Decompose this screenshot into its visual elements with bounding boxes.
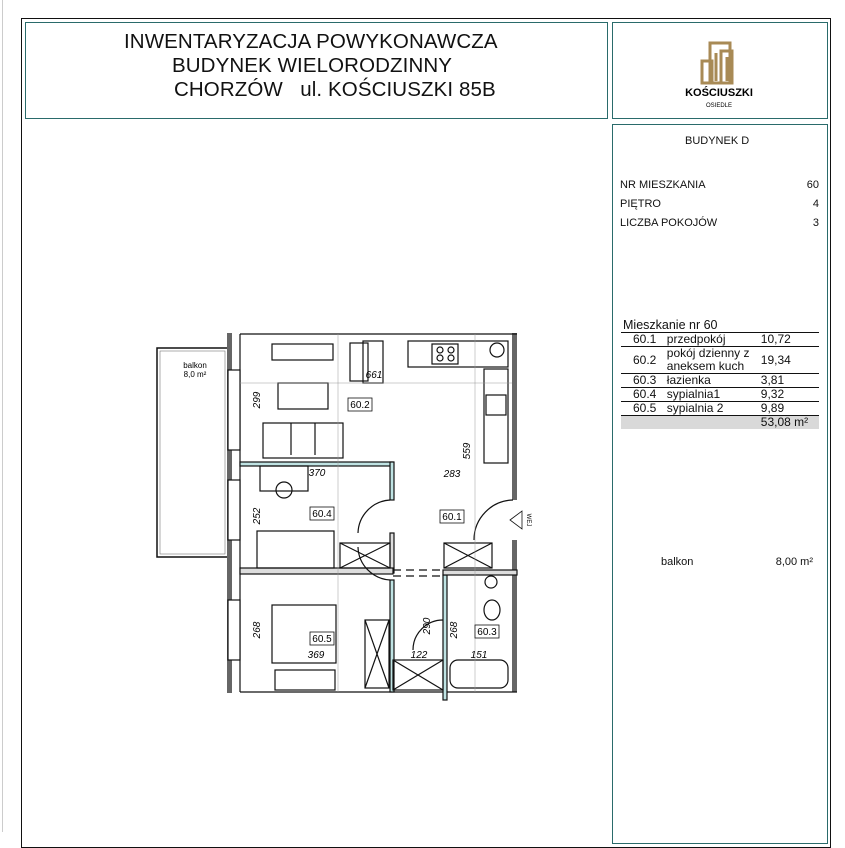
table-row: 60.5 sypialnia 2 9,89: [621, 402, 819, 416]
logo-buildings-icon: [613, 23, 826, 117]
entrance-arrow-icon: [510, 511, 522, 529]
room-label-60-3: 60.3: [477, 627, 497, 638]
balcony-plan-area: 8,0 m²: [183, 370, 207, 379]
info-value-rooms: 3: [812, 217, 819, 229]
dim-122: 122: [410, 650, 428, 661]
room-label-60-4: 60.4: [312, 509, 332, 520]
info-label-floor: PIĘTRO: [620, 198, 661, 210]
room-table-title: Mieszkanie nr 60: [621, 319, 819, 333]
dim-290: 290: [422, 617, 433, 635]
room-label-60-1: 60.1: [442, 512, 462, 523]
info-label-apartment: NR MIESZKANIA: [620, 179, 706, 191]
balcony-outline: [157, 348, 228, 557]
total-area: 53,08 m²: [759, 416, 819, 430]
entrance-label: WEJ: [525, 513, 531, 527]
dim-283: 283: [443, 469, 461, 480]
logo-block: [612, 22, 828, 119]
title-line-3: CHORZÓW ul. KOŚCIUSZKI 85B: [174, 78, 496, 101]
room-label-60-5: 60.5: [312, 634, 332, 645]
balcony-plan-label: balkon: [183, 361, 207, 370]
logo-sub: OSIEDLE: [705, 103, 733, 109]
dim-252: 252: [252, 507, 263, 525]
info-panel: [612, 124, 828, 844]
table-row: 60.1 przedpokój 10,72: [621, 333, 819, 347]
info-value-floor: 4: [812, 198, 819, 210]
dim-559: 559: [462, 442, 473, 460]
table-row: 60.4 sypialnia1 9,32: [621, 388, 819, 402]
balcony-area: 8,00 m²: [775, 556, 813, 568]
info-value-apartment: 60: [806, 179, 819, 191]
title-line-2: BUDYNEK WIELORODZINNY: [172, 54, 453, 77]
table-row: 60.3 łazienka 3,81: [621, 374, 819, 388]
dim-151: 151: [470, 650, 488, 661]
building-label: BUDYNEK D: [685, 135, 750, 147]
room-label-60-2: 60.2: [350, 400, 370, 411]
dim-661: 661: [365, 370, 383, 381]
dim-268-right: 268: [449, 621, 460, 639]
dim-370: 370: [308, 468, 326, 479]
balcony-label: balkon: [661, 556, 694, 568]
room-table: [621, 319, 819, 429]
title-line-1: INWENTARYZACJA POWYKONAWCZA: [124, 30, 498, 53]
dim-299: 299: [252, 391, 263, 409]
table-row: 60.2 pokój dzienny z aneksem kuch 19,34: [621, 347, 819, 374]
logo-name: KOŚCIUSZKI: [685, 87, 753, 99]
total-row: [621, 416, 819, 430]
wall-hatched: [240, 462, 393, 466]
info-label-rooms: LICZBA POKOJÓW: [620, 217, 718, 229]
dim-268-left: 268: [252, 621, 263, 639]
dim-369: 369: [307, 650, 325, 661]
